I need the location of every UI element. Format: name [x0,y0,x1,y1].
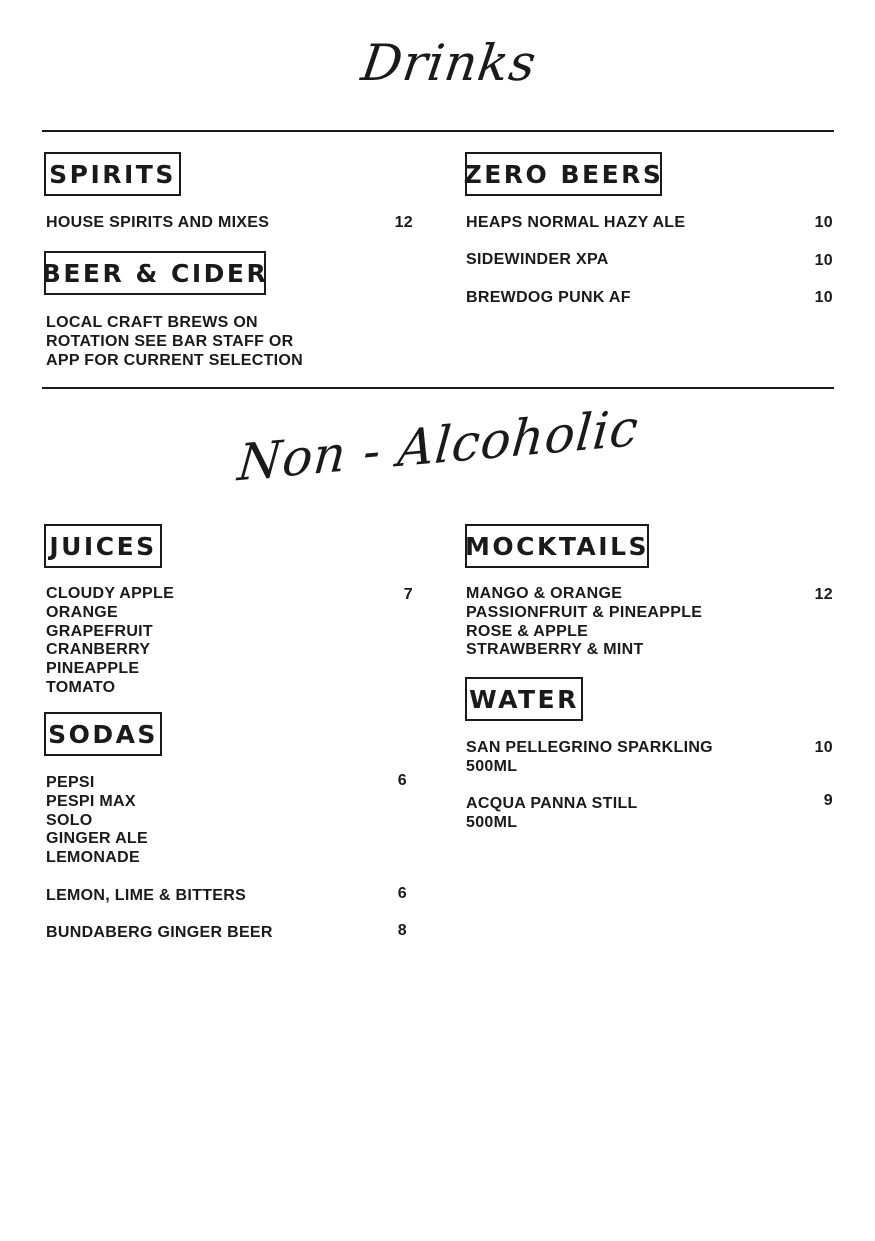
menu-item-name: HEAPS NORMAL HAZY ALE [466,214,686,231]
mocktails-heading: MOCKTAILS [465,524,649,568]
water-heading: WATER [465,677,583,721]
mocktails-list: MANGO & ORANGE PASSIONFRUIT & PINEAPPLE ROSE & APPLE STRAWBERRY & MINT [466,585,703,659]
top-divider [42,130,834,132]
beer-cider-description: LOCAL CRAFT BREWS ON ROTATION SEE BAR STAFF OR APP FOR CURRENT SELECTION [46,314,303,369]
juices-list: CLOUDY APPLE ORANGE GRAPEFRUIT CRANBERRY PINEAPPLE TOMATO [46,585,175,696]
beer-cider-heading: BEER & CIDER [44,251,266,295]
menu-item-price: 12 [814,586,833,603]
menu-item-name: LEMON, LIME & BITTERS [46,887,247,904]
menu-item-name: BREWDOG PUNK AF [466,289,631,306]
menu-item-price: 8 [397,922,407,939]
menu-item-price: 10 [814,289,833,306]
menu-item-price: 12 [394,214,413,231]
spirits-heading: SPIRITS [44,152,181,196]
menu-item-price: 6 [397,772,407,789]
menu-item-price: 10 [814,252,833,269]
menu-item-name: HOUSE SPIRITS AND MIXES [46,214,270,231]
menu-item-price: 10 [814,739,833,756]
menu-item-price: 9 [823,792,833,809]
menu-item-name: SIDEWINDER XPA [466,251,609,268]
middle-divider [42,387,834,389]
sodas-list: PEPSI PESPI MAX SOLO GINGER ALE LEMONADE [46,774,148,867]
menu-item-name: SAN PELLEGRINO SPARKLING 500ML [466,739,713,775]
drinks-title: Drinks [357,34,541,92]
menu-item-name: ACQUA PANNA STILL 500ML [466,795,638,831]
menu-item-name: BUNDABERG GINGER BEER [46,924,273,941]
menu-item-price: 7 [403,586,413,603]
sodas-heading: SODAS [44,712,162,756]
zero-beers-heading: ZERO BEERS [465,152,662,196]
non-alcoholic-title: Non - Alcoholic [235,398,642,493]
menu-item-price: 10 [814,214,833,231]
menu-item-price: 6 [397,885,407,902]
juices-heading: JUICES [44,524,162,568]
